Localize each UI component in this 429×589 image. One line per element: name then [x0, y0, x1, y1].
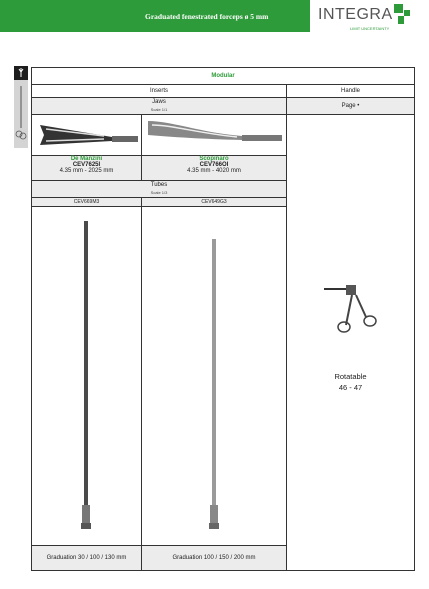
tube-image-1 — [32, 207, 142, 543]
scopinaro-name: Scopinaro — [199, 156, 229, 162]
page-ref: Page • — [287, 98, 415, 115]
brand-name: INTEGRA — [318, 6, 393, 23]
tube-image-cell-2 — [142, 207, 287, 546]
handle-header: Handle — [287, 85, 415, 98]
demanzini-ref: CEV7625I — [72, 162, 101, 168]
handle-pages: 46 - 47 — [338, 383, 363, 392]
jaws-header — [32, 98, 287, 115]
demanzini-name: De Manzini — [70, 156, 103, 162]
scopinaro-label-cell — [142, 156, 287, 181]
tubes-header — [32, 181, 287, 198]
graduation-1: Graduation 30 / 100 / 130 mm — [32, 546, 142, 571]
tube-image-2 — [142, 207, 287, 543]
tubes-label: Tubes — [150, 182, 168, 188]
tube-ref-2: CEV649G3 — [142, 198, 287, 207]
demanzini-dims: 4.35 mm - 2025 mm — [59, 168, 114, 174]
forceps-icon — [14, 66, 28, 80]
graduation-2: Graduation 100 / 150 / 200 mm — [142, 546, 287, 571]
table-title: Modular — [32, 68, 415, 85]
brand-logo — [318, 4, 413, 34]
section-tab-marker — [14, 66, 28, 80]
catalog-table — [31, 67, 415, 571]
header-bar — [0, 0, 310, 32]
scopinaro-dims: 4.35 mm - 4020 mm — [187, 168, 241, 174]
demanzini-image-cell — [32, 115, 142, 156]
handle-info — [287, 371, 414, 393]
jaws-scale: Scale 1/1 — [150, 107, 168, 112]
page-title: Graduated fenestrated forceps ø 5 mm — [145, 12, 269, 21]
handle-cell — [287, 115, 415, 571]
demanzini-jaw-image — [32, 115, 142, 153]
tube-image-cell-1 — [32, 207, 142, 546]
handle-label: Rotatable — [334, 372, 367, 381]
side-forceps-icon — [15, 84, 27, 144]
rotatable-handle-image — [322, 285, 382, 335]
brand-tagline: LIMIT UNCERTAINTY — [350, 26, 390, 31]
tube-ref-1: CEV669M3 — [32, 198, 142, 207]
brand-mark-icon — [394, 4, 410, 26]
scopinaro-ref: CEV766OI — [199, 162, 229, 168]
jaws-label: Jaws — [152, 99, 166, 105]
tubes-scale: Scale 1/3 — [150, 190, 168, 195]
scopinaro-image-cell — [142, 115, 287, 156]
demanzini-label-cell — [32, 156, 142, 181]
inserts-header: Inserts — [32, 85, 287, 98]
scopinaro-jaw-image — [142, 115, 287, 153]
